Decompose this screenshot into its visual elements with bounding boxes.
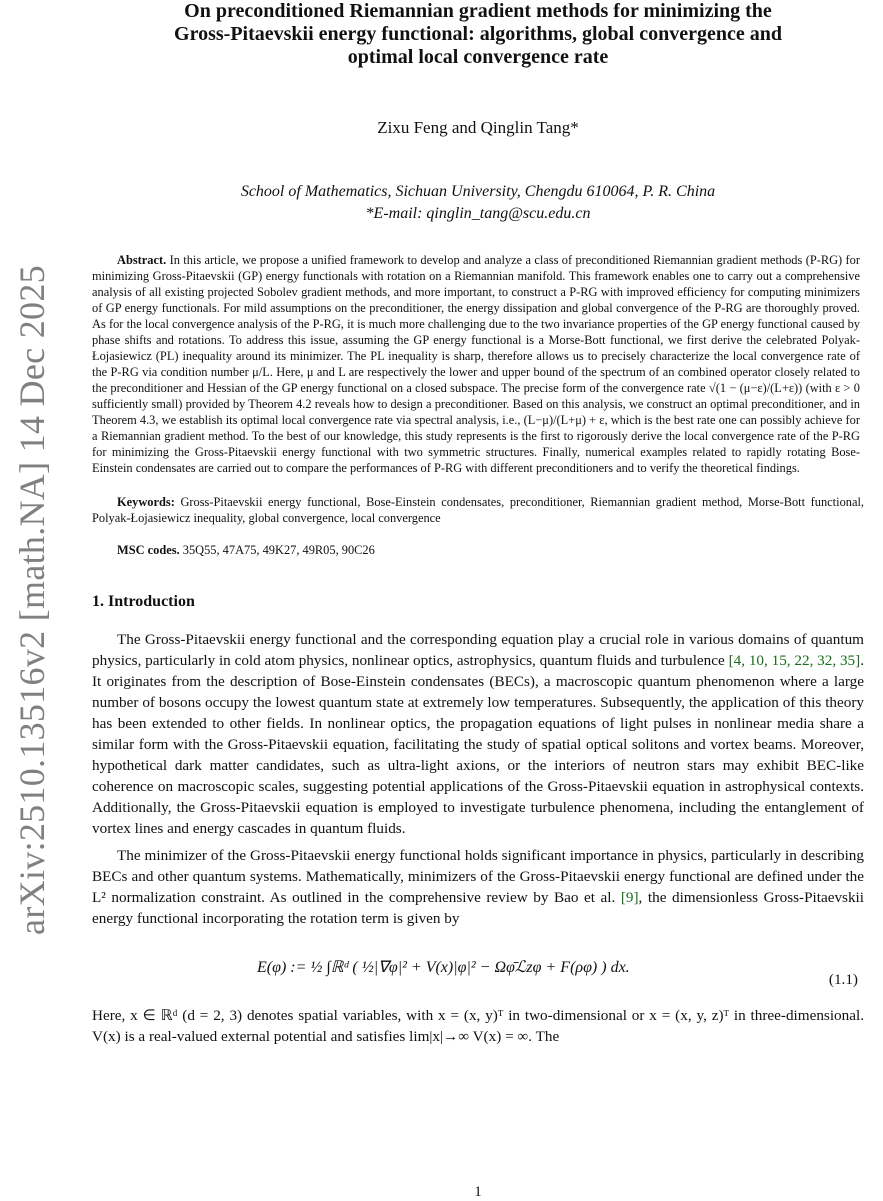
paragraph: The minimizer of the Gross-Pitaevskii energy functional holds significant importance in physics, particularly in describing BECs and other quantum systems. Mathematically, minimizers of the Gross-Pitaevskii energy functional are defined under the L² normalization constraint. As outlined in the comprehensive review by Bao et al. [9], the dimensionless Gross-Pitaevskii energy functional incorporating the rotation term is given by: [92, 847, 864, 927]
title-line-3: optimal local convergence rate: [347, 46, 609, 68]
page-number: 1: [474, 1184, 482, 1200]
keywords: [92, 494, 864, 526]
abstract: [92, 252, 864, 476]
title-line-2: Gross-Pitaevskii energy functional: algorithms, global convergence and: [174, 23, 782, 45]
abstract-label: Abstract.: [117, 253, 167, 267]
authors: Zixu Feng and Qinglin Tang*: [377, 118, 579, 137]
equation-block: [92, 947, 864, 999]
msc-codes: [92, 542, 864, 558]
arxiv-identifier: arXiv:2510.13516v2 [math.NA] 14 Dec 2025: [12, 265, 52, 935]
equation-number: (1.1): [828, 971, 858, 988]
keywords-text: Gross-Pitaevskii energy functional, Bose-Einstein condensates, preconditioner, Riemannian gradient method, Morse-Bott functional, Polyak-Łojasiewicz inequality, global convergence, local convergence: [92, 495, 865, 525]
abstract-text: In this article, we propose a unified framework to develop and analyze a class of preconditioned Riemannian gradient methods (P-RG) for minimizing Gross-Pitaevskii (GP) energy functionals with rotation on a Riemannian manifold. This framework enables one to carry out a comprehensive analysis of all existing projected Sobolev gradient methods, and more important, to construct a P-RG with improved efficiency for computing minimizers of GP energy functionals. For mild assumptions on the preconditioner, the energy dissipation and global convergence of the P-RG are thoroughly proved. As for the local convergence analysis of the P-RG, it is much more challenging due to the two invariance properties of the GP energy functional caused by phase shifts and rotations. To address this issue, assuming the GP energy functional is a Morse-Bott functional, we first derive the celebrated Polyak-Łojasiewicz (PL) inequality around its minimizer. The PL inequality is sharp, therefore allows us to precisely characterize the local convergence rate of the P-RG via condition number μ/L. Here, μ and L are respectively the lower and upper bound of the spectrum of an combined operator closely related to the preconditioner and Hessian of the GP energy functional on a closed subspace. The precise form of the convergence rate √(1 − (μ−ε)/(L+ε)) (with ε > 0 sufficiently small) provided by Theorem 4.2 reveals how to design a preconditioner. Based on this analysis, we construct an optimal preconditioner, and in Theorem 4.3, we establish its optimal local convergence rate via spectral analysis, i.e., (L−μ)/(L+μ) + ε, which is the best rate one can possibly achieve for a Riemannian gradient method. To the best of our knowledge, this study represents is the first to rigorously derive the local convergence rate of the P-RG for minimizing the Gross-Pitaevskii energy functional with two symmetric structures. Finally, numerical examples related to rapidly rotating Bose-Einstein condensates are carried out to compare the performances of P-RG with different preconditioners and to verify the theoretical findings.: [92, 253, 860, 475]
citation-link[interactable]: [4, 10, 15, 22, 32, 35]: [728, 652, 861, 669]
msc-label: MSC codes.: [117, 543, 180, 557]
title-line-1: On preconditioned Riemannian gradient methods for minimizing the: [184, 0, 772, 22]
paper-page: [92, 0, 865, 1200]
citation-link[interactable]: [9]: [620, 889, 639, 906]
introduction-body: [92, 629, 864, 1047]
email: *E-mail: qinglin_tang@scu.edu.cn: [365, 205, 591, 222]
arxiv-sidebar: [0, 0, 60, 1200]
equation: E(φ) := ½ ∫ℝᵈ ( ½|∇φ|² + V(x)|φ|² − Ωφ̄ℒzφ + F(ρφ) ) dx.: [257, 959, 630, 976]
paragraph: The Gross-Pitaevskii energy functional and the corresponding equation play a crucial role in various domains of quantum physics, particularly in cold atom physics, nonlinear optics, astrophysics, quantum fluids and turbulence [4, 10, 15, 22, 32, 35]. It originates from the description of Bose-Einstein condensates (BECs), a macroscopic quantum phenomenon where a large number of bosons occupy the lowest quantum state at extremely low temperatures. Subsequently, the application of this theory has been extended to other fields. In nonlinear optics, the propagation equations of light pulses in nonlinear media share a similar form with the Gross-Pitaevskii equation, facilitating the study of spatial optical solitons and vortex beams. Moreover, hypothetical dark matter candidates, such as ultra-light axions, or the interiors of neutron stars may exhibit BEC-like coherence on macroscopic scales, suggesting potential applications of the Gross-Pitaevskii equation in astrophysical contexts. Additionally, the Gross-Pitaevskii equation is employed to investigate turbulence phenomena, including the entanglement of vortex lines and energy cascades in quantum fluids.: [92, 631, 865, 837]
keywords-label: Keywords:: [117, 495, 175, 509]
affiliation: School of Mathematics, Sichuan University, Chengdu 610064, P. R. China: [240, 183, 716, 200]
paper-title: [92, 0, 864, 69]
affiliation-block: [92, 181, 864, 225]
msc-text: 35Q55, 47A75, 49K27, 49R05, 90C26: [182, 543, 375, 557]
section-heading: 1. Introduction: [92, 593, 195, 610]
paragraph: Here, x ∈ ℝᵈ (d = 2, 3) denotes spatial variables, with x = (x, y)ᵀ in two-dimensional or x = (x, y, z)ᵀ in three-dimensional. V(x) is a real-valued external potential and satisfies lim|x|→∞ V(x) = ∞. The: [92, 1007, 864, 1045]
